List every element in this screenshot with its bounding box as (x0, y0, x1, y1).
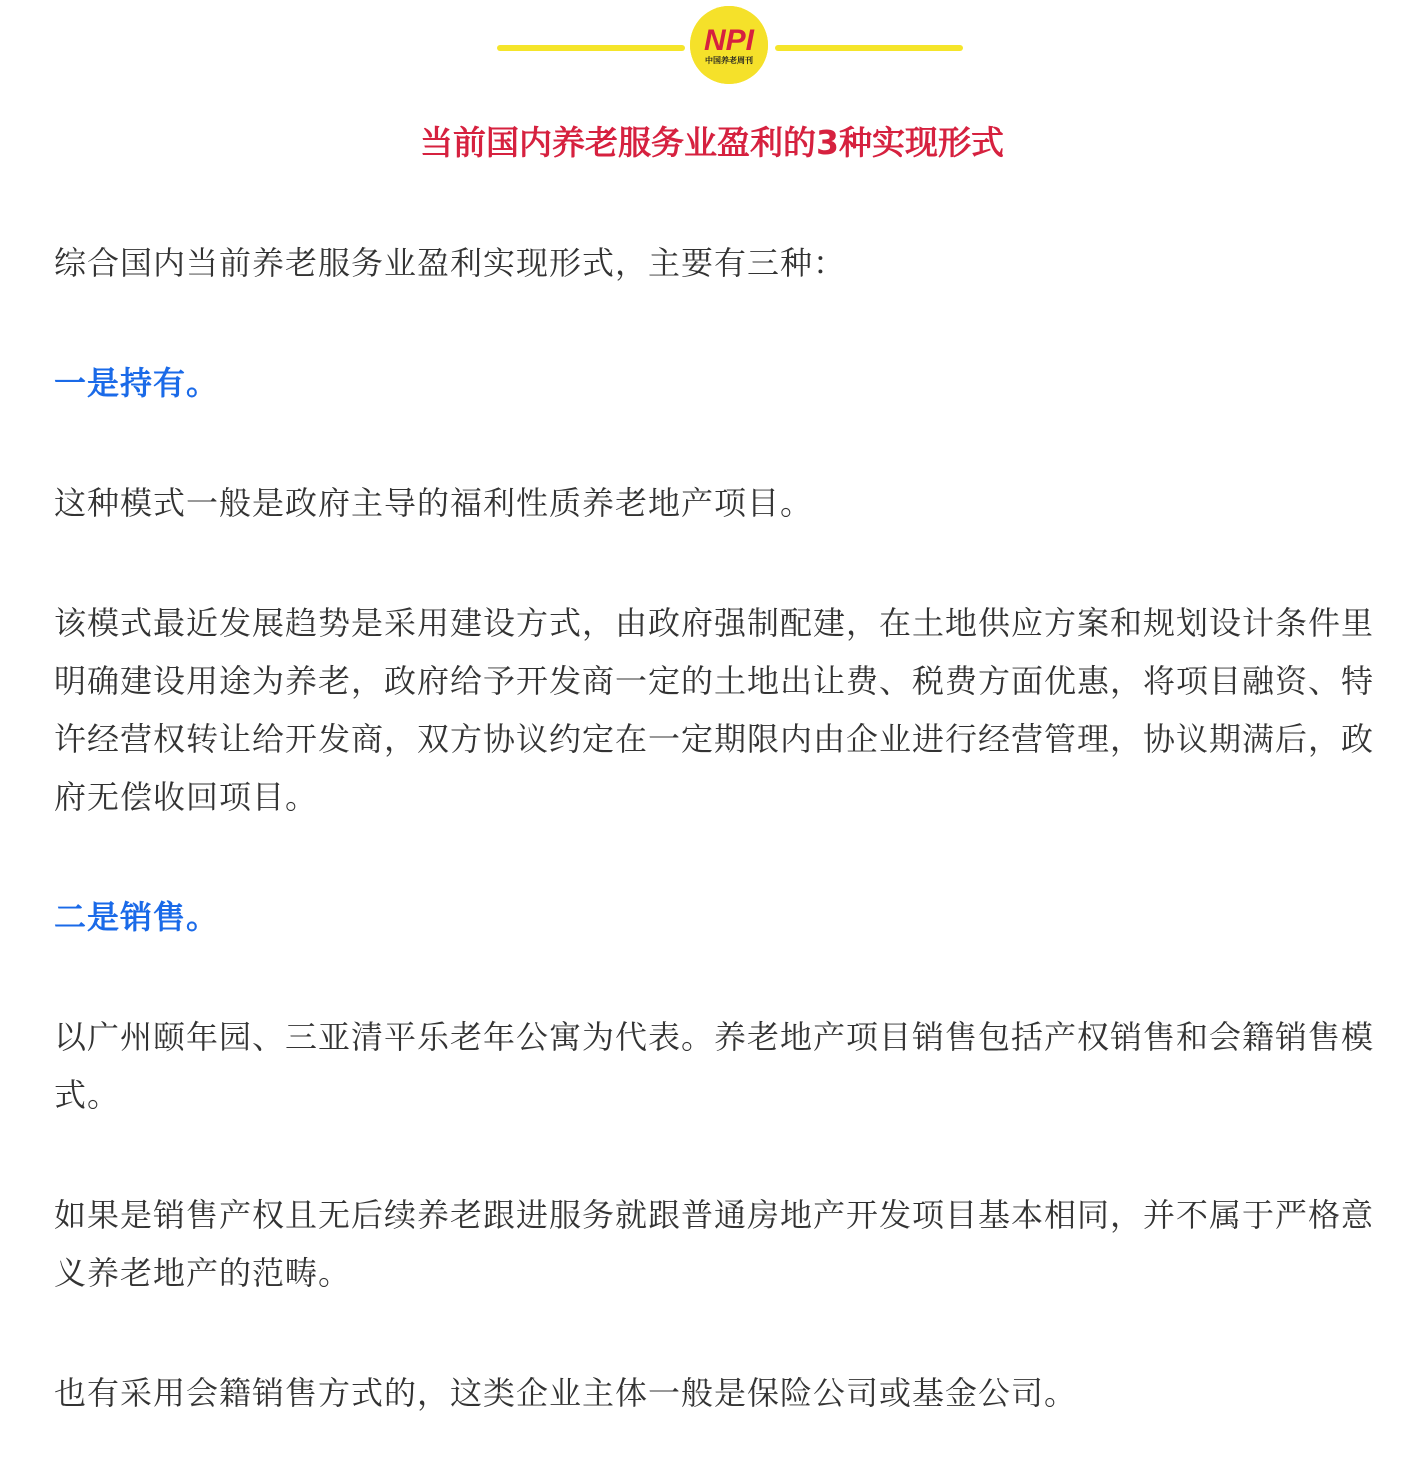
decorative-line-right (775, 45, 963, 51)
holding-paragraph-1: 这种模式一般是政府主导的福利性质养老地产项目。 (54, 484, 814, 522)
npi-logo (690, 6, 768, 84)
sales-paragraph-3: 也有采用会籍销售方式的，这类企业主体一般是保险公司或基金公司。 (54, 1374, 1078, 1412)
intro-paragraph: 综合国内当前养老服务业盈利实现形式，主要有三种： (54, 244, 847, 282)
article-title: 当前国内养老服务业盈利的3种实现形式 (420, 123, 1004, 162)
logo-subtitle: 中国养老周刊 (705, 56, 753, 65)
sales-paragraph-1: 以广州颐年园、三亚清平乐老年公寓为代表。养老地产项目销售包括产权销售和会籍销售模式。 (54, 1018, 1375, 1114)
decorative-line-left (497, 45, 685, 51)
article-body (54, 234, 1406, 1484)
section-heading-sales: 二是销售。 (54, 898, 220, 936)
section-heading-holding: 一是持有。 (54, 364, 220, 402)
logo-brand-text: NPI (703, 24, 755, 57)
holding-paragraph-2: 该模式最近发展趋势是采用建设方式，由政府强制配建，在土地供应方案和规划设计条件里明确建设用途为养老，政府给予开发商一定的土地出让费、税费方面优惠，将项目融资、特许经营权转让给开发商，双方协议约定在一定期限内由企业进行经营管理，协议期满后，政府无偿收回项目。 (54, 604, 1375, 816)
sales-paragraph-2: 如果是销售产权且无后续养老跟进服务就跟普通房地产开发项目基本相同，并不属于严格意义养老地产的范畴。 (54, 1196, 1375, 1292)
header-logo-row (0, 6, 1424, 82)
